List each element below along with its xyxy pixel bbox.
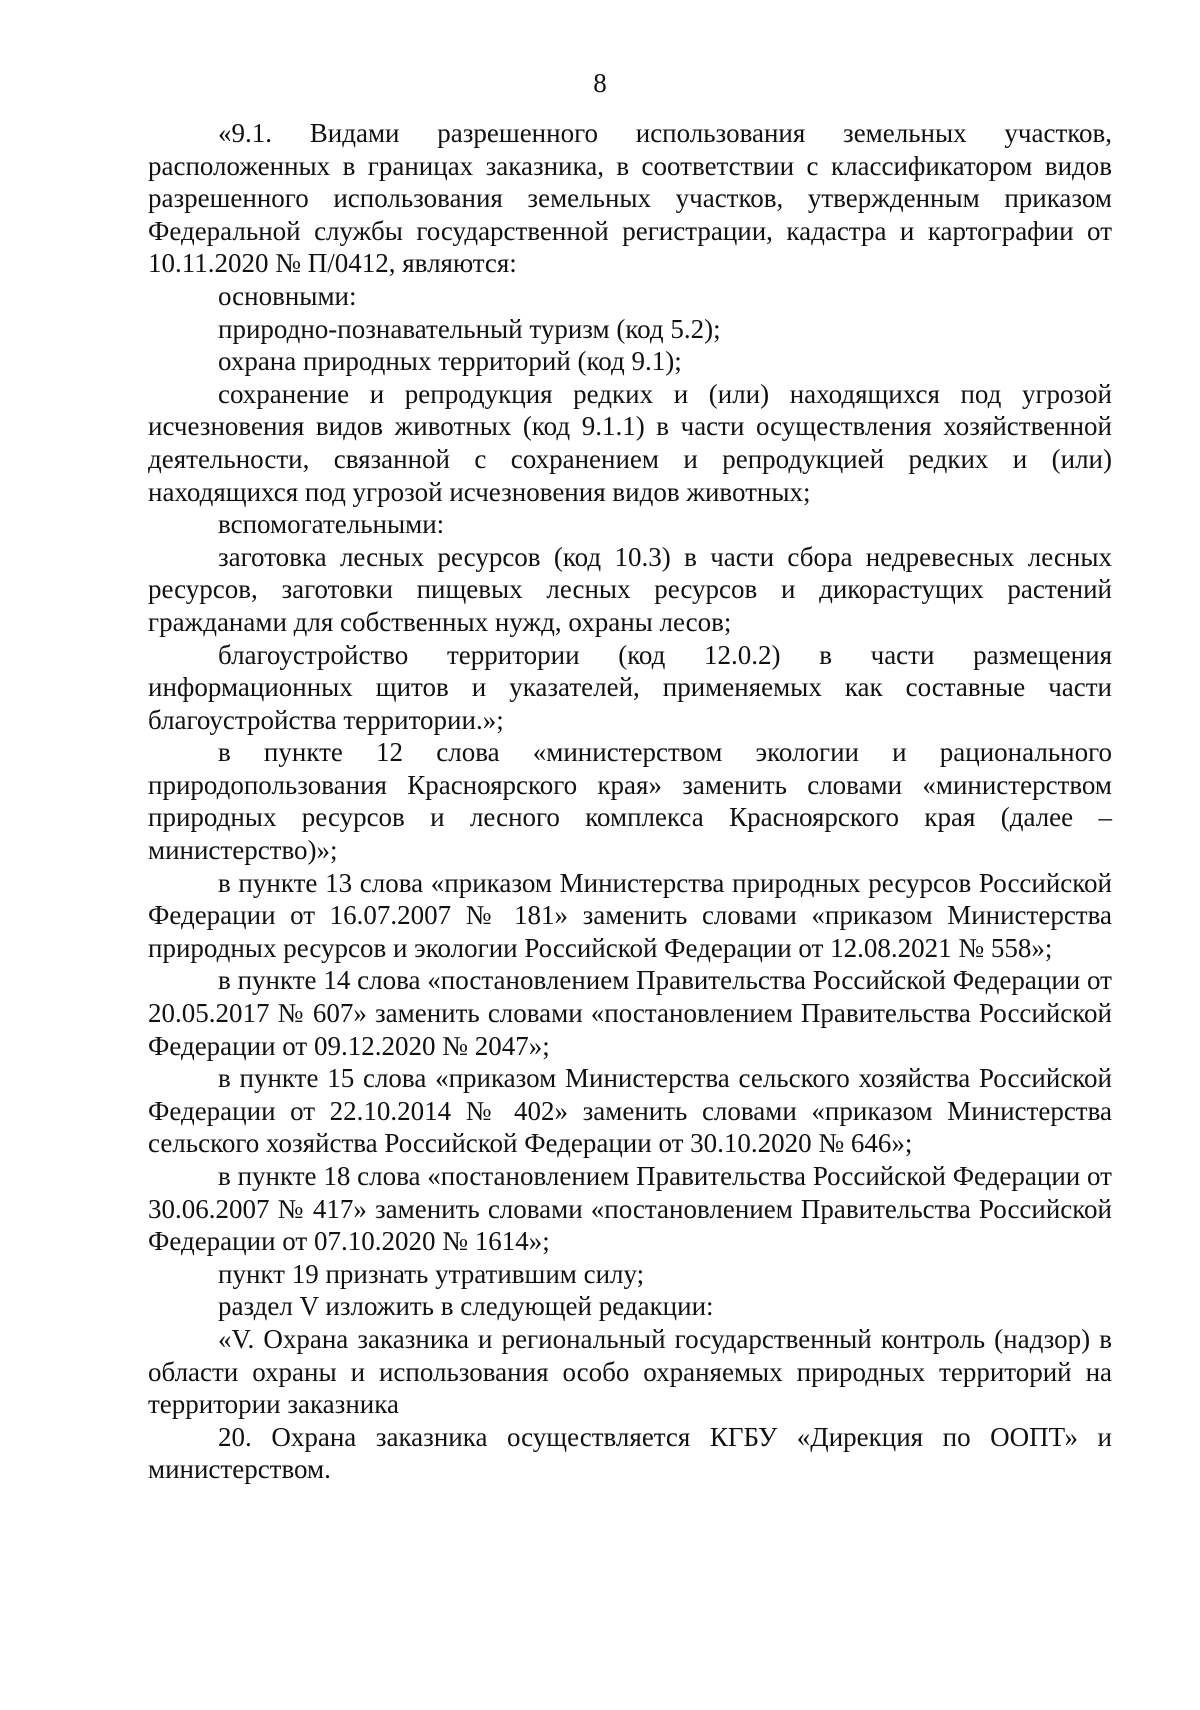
paragraph-use-protection: охрана природных территорий (код 9.1); xyxy=(218,346,682,377)
paragraph-use-reproduction: сохранение и репродукция редких и (или) находящихся под угрозой исчезновения видов животных (код 9.1.1) в части осуществления хозяйственной деятельности, связанной с сохранением и репродукцией редких и (или) находящихся под угрозой исчезновения видов животных; xyxy=(148,378,1112,507)
paragraph-auxiliary-uses-heading: вспомогательными: xyxy=(218,509,445,540)
section-v-heading: «V. Охрана заказника и региональный государственный контроль (надзор) в области охраны и использования особо охраняемых природных территорий на территории заказника xyxy=(148,1323,1112,1420)
paragraph-section-v-intro: раздел V изложить в следующей редакции: xyxy=(218,1291,714,1322)
document-body xyxy=(148,117,1112,1486)
paragraph-main-uses-heading: основными: xyxy=(218,280,357,311)
paragraph-point-15: в пункте 15 слова «приказом Министерства сельского хозяйства Российской Федерации от 22.10.2014 № 402» заменить словами «приказом Министерства сельского хозяйства Российской Федерации от 30.10.2020 № 646»; xyxy=(148,1063,1112,1159)
paragraph-use-landscaping: благоустройство территории (код 12.0.2) в части размещения информационных щитов и указателей, применяемых как составные части благоустройства территории.»; xyxy=(148,639,1112,735)
paragraph-use-forest-resources: заготовка лесных ресурсов (код 10.3) в части сбора недревесных лесных ресурсов, заготовки пищевых лесных ресурсов и дикорастущих растений гражданами для собственных нужд, охраны лесов; xyxy=(148,541,1112,637)
paragraph-9-1-intro: «9.1. Видами разрешенного использования земельных участков, расположенных в границах заказника, в соответствии с классификатором видов разрешенного использования земельных участков, утвержденным приказом Федеральной службы государственной регистрации, кадастра и картографии от 10.11.2020 № П/0412, являются: xyxy=(148,118,1112,279)
paragraph-point-14: в пункте 14 слова «постановлением Правительства Российской Федерации от 20.05.2017 № 607» заменить словами «постановлением Правительства Российской Федерации от 09.12.2020 № 2047»; xyxy=(148,965,1112,1061)
paragraph-point-12: в пункте 12 слова «министерством экологии и рационального природопользования Красноярского края» заменить словами «министерством природных ресурсов и лесного комплекса Красноярского края (далее – министерство)»; xyxy=(148,737,1112,866)
paragraph-use-tourism: природно-познавательный туризм (код 5.2); xyxy=(218,313,721,344)
paragraph-point-18: в пункте 18 слова «постановлением Правительства Российской Федерации от 30.06.2007 № 417» заменить словами «постановлением Правительства Российской Федерации от 07.10.2020 № 1614»; xyxy=(148,1161,1112,1257)
paragraph-point-13: в пункте 13 слова «приказом Министерства природных ресурсов Российской Федерации от 16.07.2007 № 181» заменить словами «приказом Министерства природных ресурсов и экологии Российской Федерации от 12.08.2021 № 558»; xyxy=(148,867,1112,963)
page-number: 8 xyxy=(593,68,607,98)
paragraph-point-19: пункт 19 признать утратившим силу; xyxy=(218,1258,645,1289)
paragraph-point-20: 20. Охрана заказника осуществляется КГБУ «Дирекция по ООПТ» и министерством. xyxy=(148,1421,1112,1485)
